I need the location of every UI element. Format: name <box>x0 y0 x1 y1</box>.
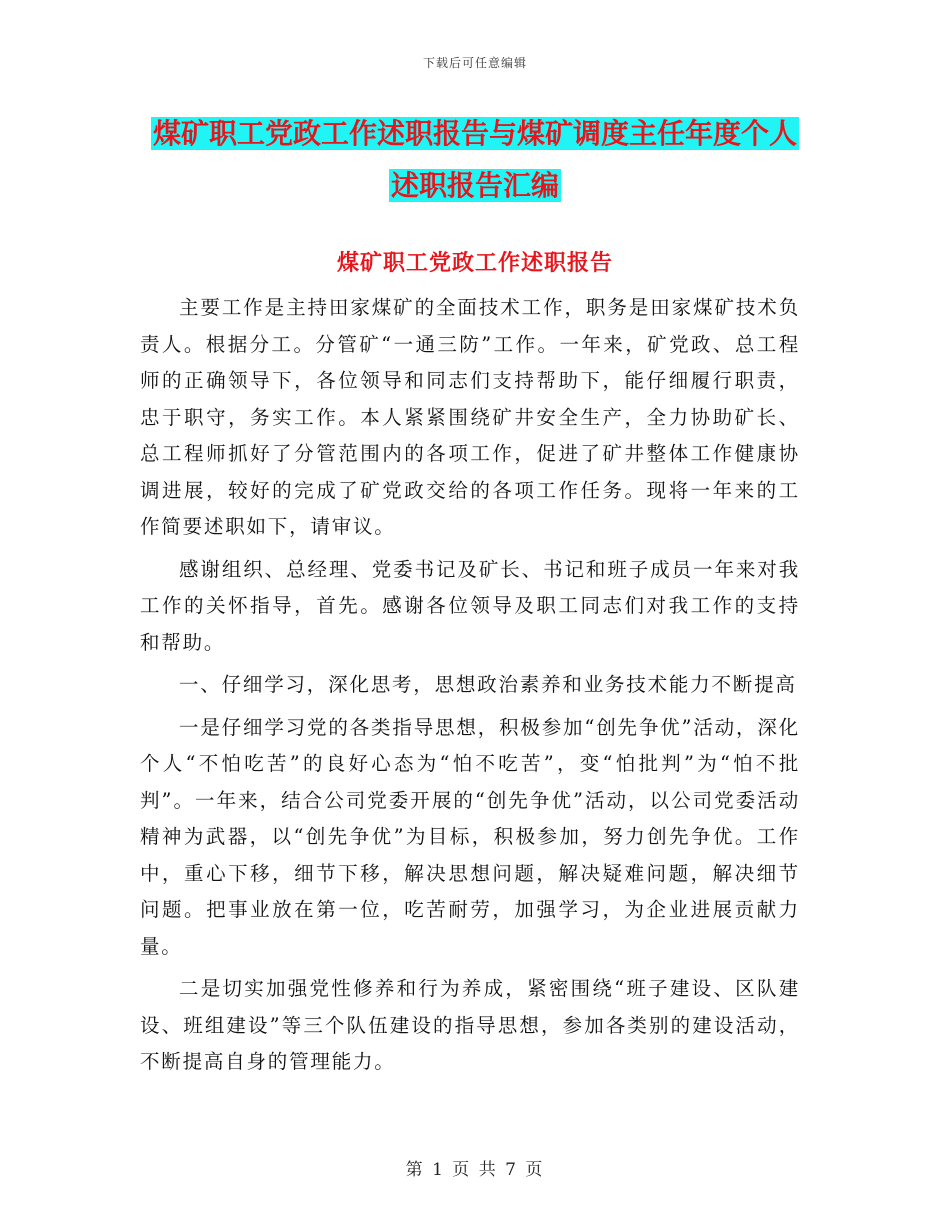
paragraph: 二是切实加强党性修养和行为养成，紧密围绕“班子建设、区队建设、班组建设”等三个队伍建设的指导思想，参加各类别的建设活动，不断提高自身的管理能力。 <box>140 977 800 1073</box>
paragraph: 感谢组织、总经理、党委书记及矿长、书记和班子成员一年来对我工作的关怀指导，首先。感谢各位领导及职工同志们对我工作的支持和帮助。 <box>140 557 800 654</box>
paragraph-heading: 一、仔细学习，深化思考，思想政治素养和业务技术能力不断提高 <box>179 673 797 696</box>
paragraph: 一是仔细学习党的各类指导思想，积极参加“创先争优”活动，深化个人“不怕吃苦”的良好心态为“怕不吃苦”，变“怕批判”为“怕不批判”。一年来，结合公司党委开展的“创先争优”活动，以公司党委活动精神为武器，以“创先争优”为目标，积极参加，努力创先争优。工作中，重心下移，细节下移，解决思想问题，解决疑难问题，解决细节问题。把事业放在第一位，吃苦耐劳，加强学习，为企业进展贡献力量。 <box>140 715 800 958</box>
document-title-line-2: 述职报告汇编 <box>390 169 559 202</box>
section-title: 煤矿职工党政工作述职报告 <box>336 250 613 276</box>
page-number: 第 1 页 共 7 页 <box>405 1160 545 1180</box>
paragraph: 主要工作是主持田家煤矿的全面技术工作，职务是田家煤矿技术负责人。根据分工。分管矿“一通三防”工作。一年来，矿党政、总工程师的正确领导下，各位领导和同志们支持帮助下，能仔细履行职责，忠于职守，务实工作。本人紧紧围绕矿井安全生产，全力协助矿长、总工程师抓好了分管范围内的各项工作，促进了矿井整体工作健康协调进展，较好的完成了矿党政交给的各项工作任务。现将一年来的工作简要述职如下，请审议。 <box>140 296 800 538</box>
document-body <box>140 290 800 1087</box>
document-title-line-1: 煤矿职工党政工作述职报告与煤矿调度主任年度个人 <box>152 117 797 150</box>
document-title <box>0 108 950 212</box>
header-note: 下载后可任意编辑 <box>422 56 527 70</box>
